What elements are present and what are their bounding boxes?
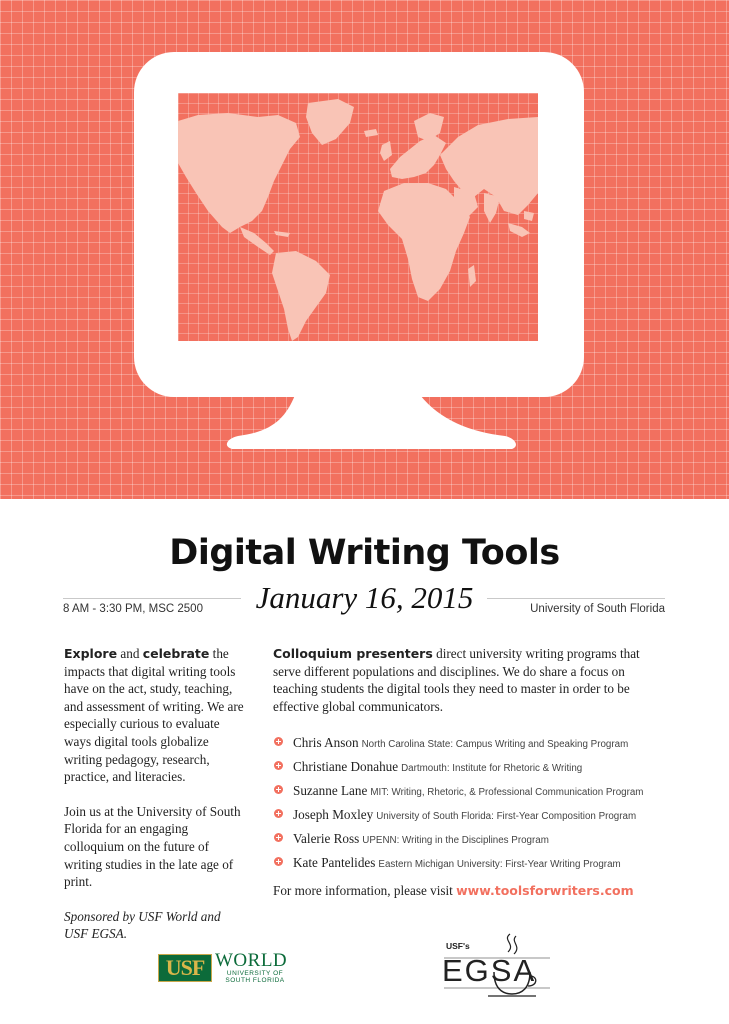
right-column	[273, 645, 668, 900]
list-item: Chris Anson North Carolina State: Campus Writing and Speaking Program	[273, 734, 668, 758]
list-item: Suzanne Lane MIT: Writing, Rhetoric, & Professional Communication Program	[273, 782, 668, 806]
more-info: For more information, please visit www.toolsforwriters.com	[273, 883, 634, 899]
usf-mark: USF	[158, 954, 212, 982]
plus-bullet-icon	[274, 809, 283, 818]
egsa-wordmark: EGSA	[442, 953, 537, 988]
event-time: 8 AM - 3:30 PM, MSC 2500	[63, 603, 203, 615]
plus-bullet-icon	[274, 785, 283, 794]
usf-world-wordmark: WORLD	[215, 950, 288, 971]
egsa-prefix: USF's	[446, 941, 470, 951]
list-item: Christiane Donahue Dartmouth: Institute for Rhetoric & Writing	[273, 758, 668, 782]
explore-word: Explore	[64, 646, 118, 661]
hero-banner	[0, 0, 729, 499]
event-venue: University of South Florida	[530, 603, 665, 615]
celebrate-word: celebrate	[142, 646, 210, 661]
join-paragraph: Join us at the University of South Florida for an engaging colloquium on the future of writing studies in the late age of print.	[64, 803, 241, 890]
plus-bullet-icon	[274, 761, 283, 770]
world-map	[178, 93, 538, 341]
list-item: Valerie Ross UPENN: Writing in the Disciplines Program	[273, 830, 668, 854]
presenters-intro: Colloquium presenters direct university writing programs that serve different populations and disciplines. We do share a focus on teaching students the digital tools they need to master in order to be effective global communicators.	[273, 646, 640, 714]
website-link[interactable]: www.toolsforwriters.com	[456, 883, 634, 899]
event-date: January 16, 2015	[255, 580, 474, 615]
plus-bullet-icon	[274, 737, 283, 746]
left-column	[64, 645, 246, 960]
usf-world-logo	[158, 951, 292, 985]
presenter-list	[273, 734, 668, 878]
intro-paragraph: Explore and celebrate the impacts that digital writing tools have on the act, study, teaching, and assessment of writing. We are especially curious to evaluate ways digital tools globalize writing pedagogy, research, practice, and literacies.	[64, 646, 244, 785]
plus-bullet-icon	[274, 833, 283, 842]
sponsor-line: Sponsored by USF World and USF EGSA.	[64, 908, 221, 942]
list-item: Joseph Moxley University of South Florida: First-Year Composition Program	[273, 806, 668, 830]
page-title: Digital Writing Tools	[169, 533, 560, 573]
list-item: Kate Pantelides Eastern Michigan University: First-Year Writing Program	[273, 854, 668, 878]
plus-bullet-icon	[274, 857, 283, 866]
egsa-logo	[442, 930, 552, 1000]
usf-subtitle: UNIVERSITY OF SOUTH FLORIDA	[225, 970, 285, 984]
